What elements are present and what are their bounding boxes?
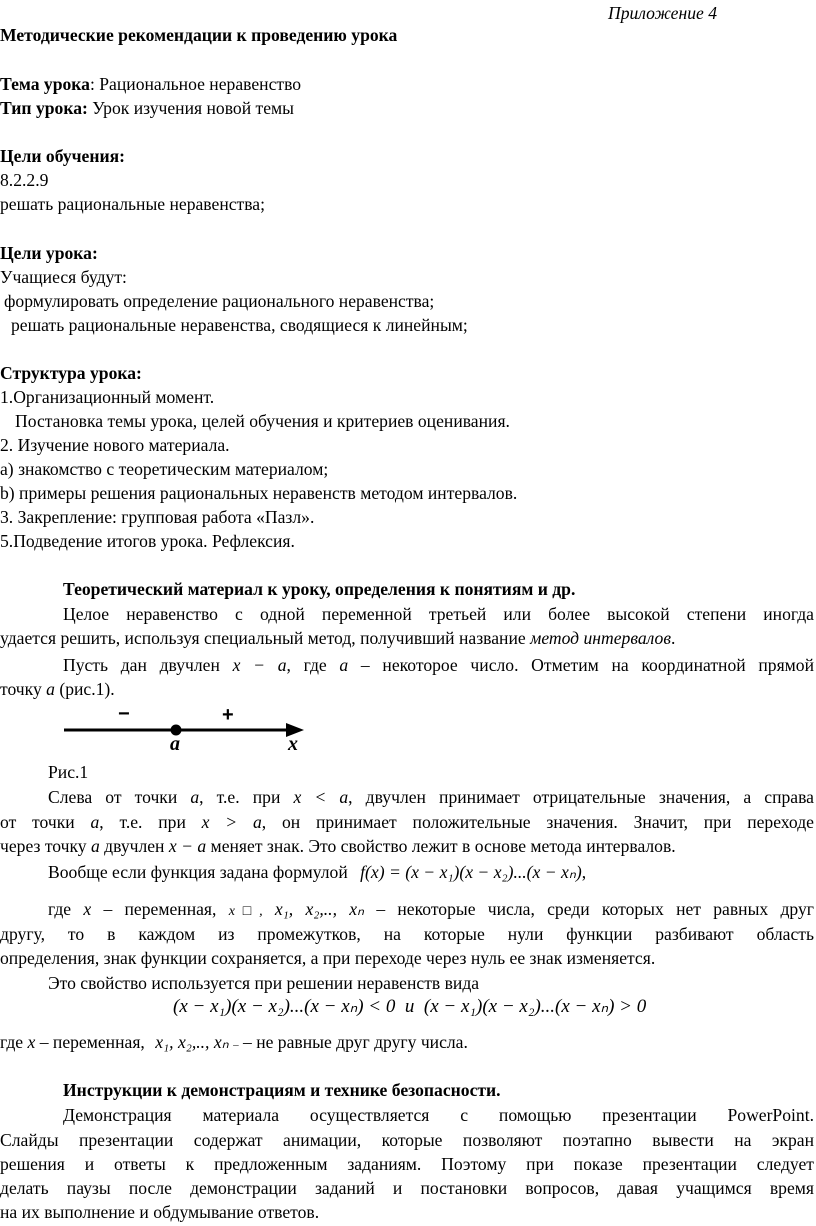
text-run: Вообще если функция задана формулой	[48, 862, 353, 882]
structure-item: 3. Закрепление: групповая работа «Пазл».	[0, 507, 315, 527]
theory-p1-line2	[0, 627, 675, 649]
text-run: , т.е. при	[99, 812, 202, 832]
var-a: a	[190, 787, 200, 807]
structure-item: 2. Изучение нового материала.	[0, 435, 230, 455]
text-run: Слева от точки	[48, 787, 191, 807]
text-run: ,	[581, 862, 587, 882]
learning-goals-code: 8.2.2.9	[0, 170, 49, 190]
figure-caption: Рис.1	[48, 762, 89, 782]
instructions-line4: делать паузы после демонстрации заданий и постановки вопросов, давая учащимся время	[0, 1178, 814, 1198]
text-run: .	[670, 628, 676, 648]
var-x: x	[27, 1032, 36, 1052]
lesson-type-value: Урок изучения новой темы	[87, 98, 294, 118]
number-line-figure	[60, 700, 320, 756]
structure-heading: Структура урока:	[0, 363, 142, 383]
text-run: где	[0, 1032, 28, 1052]
var-a: a	[46, 679, 55, 699]
topic-value: : Рациональное неравенство	[89, 74, 302, 94]
theory-p4-line1	[48, 861, 586, 883]
x-list-formula: x₁, x₂,.., xₙ	[155, 1032, 229, 1052]
minus-sign: −	[118, 703, 130, 725]
text-run: (рис.1).	[54, 679, 115, 699]
lesson-type-line	[0, 97, 294, 119]
theory-p5-line2: другу, то в каждом из промежутков, на которые нули функции разбивают область	[0, 924, 814, 944]
learning-goals-text: решать рациональные неравенства;	[0, 194, 266, 214]
text-run: Пусть дан двучлен	[63, 655, 233, 675]
theory-heading: Теоретический материал к уроку, определения к понятиям и др.	[63, 579, 576, 599]
plus-sign: +	[222, 704, 234, 726]
binomial-formula: x − a	[168, 836, 207, 856]
text-run: , двучлен принимает отрицательные значения, а справа	[348, 787, 814, 807]
axis-x-label: x	[288, 733, 298, 755]
text-run: – не равные друг другу числа.	[238, 1032, 468, 1052]
x-lt-a-formula: x < a	[293, 787, 349, 807]
text-run: от точки	[0, 812, 91, 832]
structure-item: 1.Организационный момент.	[0, 387, 215, 407]
function-formula: f(x) = (x − x₁)(x − x₂)...(x − xₙ)	[360, 862, 582, 882]
text-run: двучлен	[99, 836, 169, 856]
text-run: – переменная,	[35, 1032, 150, 1052]
text-run: , т.е. при	[199, 787, 294, 807]
text-run: , где	[286, 655, 340, 675]
instructions-line2: Слайды презентации содержат анимации, которые позволяют поэтапно вывести на экран	[0, 1130, 814, 1150]
theory-p2-line2	[0, 678, 115, 700]
x-gt-a-formula: x > a	[201, 812, 262, 832]
topic-line	[0, 73, 301, 95]
theory-p1-line1: Целое неравенство с одной переменной третьей или более высокой степени иногда	[63, 604, 814, 624]
instructions-line5: на их выполнение и обдумывание ответов.	[0, 1202, 320, 1222]
x-list-box: x□,	[228, 904, 263, 919]
learning-goals-heading: Цели обучения:	[0, 146, 126, 166]
text-run: меняет знак. Это свойство лежит в основе метода интервалов.	[206, 836, 676, 856]
text-run: через точку	[0, 836, 91, 856]
lesson-goal-item: решать рациональные неравенства, сводящиеся к линейным;	[11, 315, 468, 335]
binomial-formula: x − a	[232, 655, 287, 675]
lesson-goals-intro: Учащиеся будут:	[0, 267, 127, 287]
theory-p6-line1: Это свойство используется при решении неравенств вида	[48, 973, 480, 993]
structure-item: b) примеры решения рациональных неравенств методом интервалов.	[0, 483, 518, 503]
point-a-label: a	[170, 733, 180, 755]
var-a: a	[339, 655, 349, 675]
text-run: точку	[0, 679, 47, 699]
var-a: a	[90, 812, 100, 832]
x-list-formula: x₁, x₂,.., xₙ	[274, 899, 365, 919]
method-name: метод интервалов	[530, 628, 671, 648]
theory-p3-line1	[48, 786, 814, 808]
structure-item: Постановка темы урока, целей обучения и критериев оценивания.	[15, 411, 510, 431]
text-run: где	[48, 899, 84, 919]
var-x: x	[83, 899, 92, 919]
theory-p2-line1	[63, 654, 814, 676]
inequality-formulas: (x − x₁)(x − x₂)...(x − xₙ) < 0 и (x − x₁)(x − x₂)...(x − xₙ) > 0	[173, 996, 647, 1017]
text-run: , он принимает положительные значения. Значит, при переходе	[261, 812, 814, 832]
text-run: – некоторые числа, среди которых нет равных друг	[364, 899, 814, 919]
lesson-type-label: Тип урока:	[0, 98, 88, 118]
theory-p5-line3: определения, знак функции сохраняется, а при переходе через нуль ее знак изменяется.	[0, 948, 656, 968]
theory-p3-line2	[0, 811, 814, 833]
doc-title: Методические рекомендации к проведению урока	[0, 25, 398, 45]
lesson-goal-item: формулировать определение рационального неравенства;	[4, 291, 435, 311]
text-run: удается решить, используя специальный метод, получивший название	[0, 628, 531, 648]
text-run: – некоторое число. Отметим на координатной прямой	[348, 655, 815, 675]
text-run: – переменная,	[91, 899, 229, 919]
instructions-heading: Инструкции к демонстрациям и технике безопасности.	[63, 1080, 501, 1100]
small-dash: –	[233, 1039, 239, 1051]
theory-p5-line1	[48, 898, 814, 923]
structure-item: 5.Подведение итогов урока. Рефлексия.	[0, 531, 295, 551]
topic-label: Тема урока	[0, 74, 90, 94]
theory-p7-line	[0, 1031, 468, 1056]
appendix-label: Приложение 4	[608, 3, 718, 23]
instructions-line1: Демонстрация материала осуществляется с помощью презентации PowerPoint.	[63, 1105, 814, 1125]
structure-item: a) знакомство с теоретическим материалом;	[0, 459, 329, 479]
instructions-line3: решения и ответы к предложенным заданиям. Поэтому при показе презентации следует	[0, 1154, 814, 1174]
theory-p3-line3	[0, 835, 676, 857]
var-a: a	[90, 836, 100, 856]
lesson-goals-heading: Цели урока:	[0, 243, 98, 263]
